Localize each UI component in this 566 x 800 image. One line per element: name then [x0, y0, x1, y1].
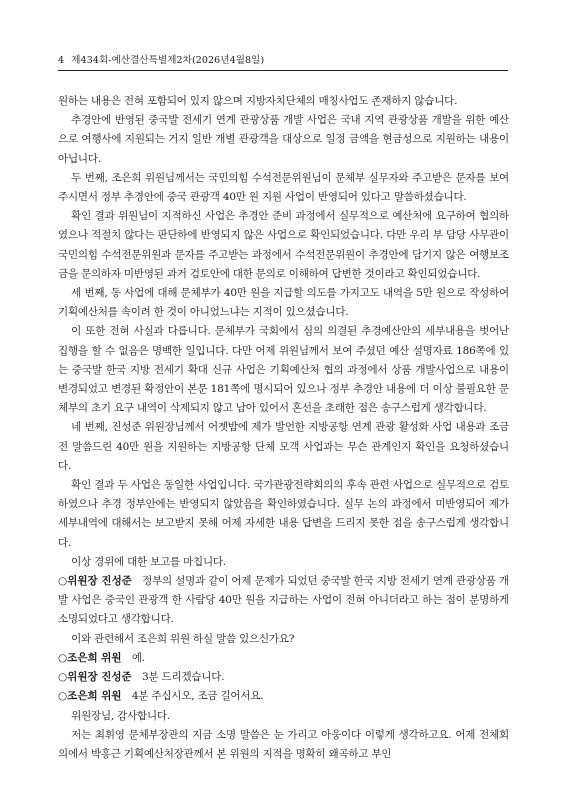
- speaker-label: 조은희 위원: [67, 651, 122, 664]
- speaker-mark: ○: [58, 575, 68, 588]
- speech-text: 3분 드리겠습니다.: [142, 671, 225, 684]
- speaker-name: [58, 671, 132, 683]
- speech-paragraph: [58, 668, 509, 687]
- speech-paragraph: [58, 572, 509, 630]
- body-paragraph: 확인 결과 위원님이 지적하신 사업은 추경안 준비 과정에서 실무적으로 예산처에 요구하여 협의하였으나 적절치 않다는 판단하에 반영되지 않은 사업으로 확인되었습니다. 다만 우리 부 담당 사무관이 국민의힘 수석전문위원과 문자를 주고받는 과정에서 수석전문위원이 추경안에 담기지 않은 여행보조금을 문의하자 미반영된 과거 검토안에 대한 문의로 이해하여 답변한 것이라고 확인되었습니다.: [58, 210, 509, 280]
- body-paragraph: 세 번째, 동 사업에 대해 문체부가 40만 원을 지급할 의도를 가지고도 내역을 5만 원으로 작성하여 기획예산처를 속이려 한 것이 아니었느냐는 지적이 있으셨습니다.: [58, 287, 509, 319]
- body-paragraph: 확인 결과 두 사업은 동일한 사업입니다. 국가관광전략회의의 후속 관련 사업으로 실무적으로 검토하였으나 추경 정부안에는 반영되지 않았음을 확인하였습니다. 실무 논의 과정에서 미반영되어 제가 세부내역에 대해서는 보고받지 못해 어제 자세한 내용 답변을 드리지 못한 점을 송구스럽게 생각합니다.: [58, 479, 509, 549]
- speech-paragraph: [58, 687, 509, 706]
- speaker-label: 위원장 진성준: [67, 575, 132, 588]
- session-title: 제434회-예산결산특별제2차(2026년4월8일): [71, 55, 265, 66]
- speaker-label: 위원장 진성준: [67, 671, 132, 684]
- speaker-name: [58, 652, 122, 664]
- speaker-mark: ○: [58, 690, 68, 703]
- body-paragraph: 이 또한 전혀 사실과 다릅니다. 문체부가 국회에서 심의 의결된 추경예산안의 세부내용을 벗어난 집행을 할 수 없음은 명백한 일입니다. 다만 어제 위원님께서 보여 주셨던 예산 설명자료 186쪽에 있는 중국발 한국 지방 전세기 확대 신규 사업은 기획예산처 협의 과정에서 상품 개발사업으로 내용이 변경되었고 변경된 확정안이 본문 181쪽에 명시되어 있으나 정부 추경안 내용에 더 이상 불필요한 문체부의 초기 요구 내역이 삭제되지 않고 남아 있어서 혼선을 초래한 점은 송구스럽게 생각합니다.: [58, 325, 509, 415]
- body-paragraph: 추경안에 반영된 중국발 전세기 연계 관광상품 개발 사업은 국내 지역 관광상품 개발을 위한 예산으로 여행사에 지원되는 거지 일반 개별 관광객을 대상으로 일정 금액을 현금성으로 지원하는 내용이 아닙니다.: [58, 114, 509, 165]
- body-paragraph: 원하는 내용은 전혀 포함되어 있지 않으며 지방자치단체의 매칭사업도 존재하지 않습니다.: [58, 95, 458, 107]
- page-header: [58, 52, 264, 66]
- speaker-name: [58, 575, 132, 587]
- page-body: [58, 92, 509, 764]
- speaker-mark: ○: [58, 671, 68, 684]
- body-paragraph: 네 번째, 진성준 위원장님께서 어젯밤에 제가 발언한 지방공항 연계 관광 활성화 사업 내용과 조금 전 말씀드린 40만 원을 지원하는 지방공항 단체 모객 사업과는 무슨 관계인지 확인을 요청하셨습니다.: [58, 421, 509, 472]
- body-paragraph: 이와 관련해서 조은희 위원 하실 말씀 있으신가요?: [71, 632, 295, 645]
- speech-text: 4분 주십시오, 조금 길어서요.: [131, 690, 264, 703]
- body-paragraph: 저는 최휘영 문체부장관의 지금 소명 말씀은 눈 가리고 아웅이다 이렇게 생각하고요. 어제 전체회의에서 박홍근 기획예산처장관께서 본 위원의 지적을 명확히 왜곡하고 부인: [58, 728, 509, 760]
- body-paragraph: 위원장님, 감사합니다.: [71, 709, 171, 722]
- speech-text: 정부의 설명과 같이 어제 문제가 되었던 중국발 한국 지방 전세기 연계 관광상품 개발 사업은 중국인 관광객 한 사람당 40만 원을 지급하는 사업이 전혀 아니더라고 하는 점이 분명하게 소명되었다고 생각합니다.: [58, 575, 509, 626]
- speaker-mark: ○: [58, 651, 68, 664]
- header-rule: [58, 70, 508, 71]
- page-number: 4: [58, 55, 65, 66]
- body-paragraph: 이상 경위에 대한 보고를 마칩니다.: [71, 555, 227, 568]
- speaker-label: 조은희 위원: [67, 690, 122, 703]
- speaker-name: [58, 690, 122, 702]
- speech-paragraph: [58, 649, 509, 668]
- body-paragraph: 두 번째, 조은희 위원님께서는 국민의힘 수석전문위원님이 문체부 실무자와 주고받은 문자를 보여 주시면서 정부 추경안에 중국 관광객 40만 원 지원 사업이 반영되어 있다고 말씀하셨습니다.: [58, 171, 509, 204]
- speech-text: 예.: [131, 651, 145, 664]
